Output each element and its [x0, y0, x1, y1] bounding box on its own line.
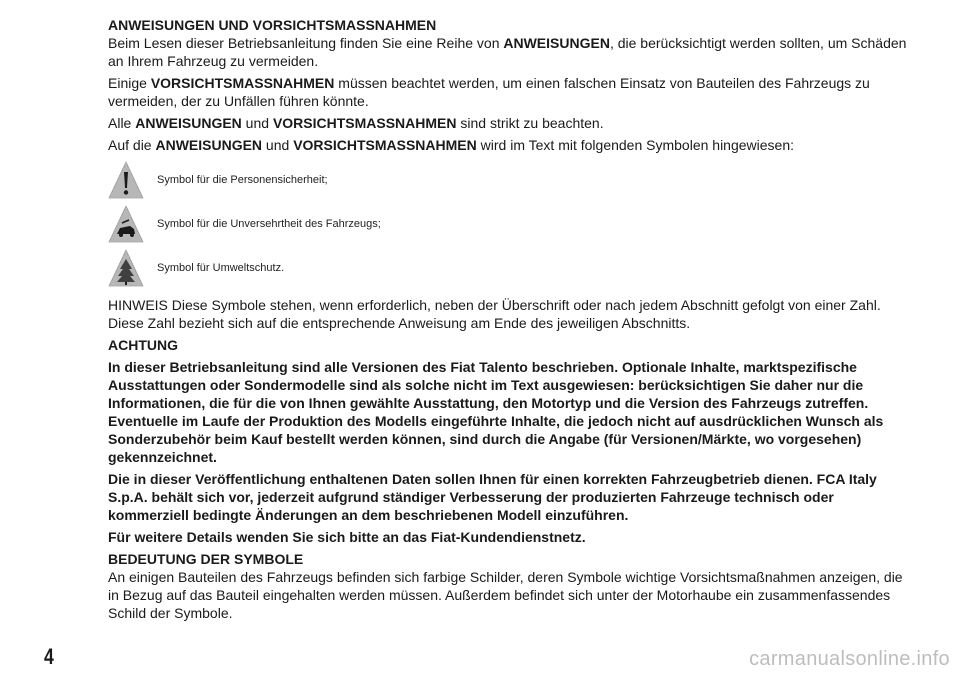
symbol-label: Symbol für die Unversehrtheit des Fahrzeugs; — [157, 218, 381, 230]
paragraph-intro-1: Beim Lesen dieser Betriebsanleitung finden Sie eine Reihe von ANWEISUNGEN, die berücksichtigt werden sollten, um Schäden an Ihrem Fahrzeug zu vermeiden. — [108, 35, 907, 69]
section-heading-anweisungen: ANWEISUNGEN UND VORSICHTSMASSNAHMEN — [108, 17, 437, 33]
symbol-item-personal-safety — [108, 158, 908, 202]
paragraph-achtung-2: Die in dieser Veröffentlichung enthaltenen Daten sollen Ihnen für einen korrekten Fahrzeugbetrieb dienen. FCA Italy S.p.A. behält sich vor, jederzeit aufgrund ständiger Verbesserung der produzierten Fahrzeuge technisch oder kommerziell bedingte Änderungen an dem beschriebenen Modell einzuführen. — [108, 471, 877, 523]
symbol-label: Symbol für Umweltschutz. — [157, 262, 285, 274]
warning-car-icon — [108, 205, 144, 243]
section-heading-bedeutung: BEDEUTUNG DER SYMBOLE — [108, 551, 304, 567]
section-heading-achtung: ACHTUNG — [108, 337, 178, 353]
paragraph-intro-3: Alle ANWEISUNGEN und VORSICHTSMASSNAHMEN sind strikt zu beachten. — [108, 115, 604, 131]
warning-tree-icon — [108, 249, 144, 287]
page-number: 4 — [44, 644, 54, 669]
paragraph-bedeutung-1: An einigen Bauteilen des Fahrzeugs befinden sich farbige Schilder, deren Symbole wichtige Vorsichtsmaßnahmen anzeigen, die in Bezug auf das Bauteil eingehalten werden müssen. Außerdem befindet sich unter der Motorhaube ein zusammenfassendes Schild der Symbole. — [108, 569, 903, 621]
warning-exclamation-icon — [108, 161, 144, 199]
paragraph-intro-2: Einige VORSICHTSMASSNAHMEN müssen beachtet werden, um einen falschen Einsatz von Bauteilen des Fahrzeugs zu vermeiden, der zu Unfällen führen könnte. — [108, 75, 870, 109]
watermark: carmanualsonline.info — [749, 648, 950, 670]
manual-page — [108, 16, 908, 626]
paragraph-intro-4: Auf die ANWEISUNGEN und VORSICHTSMASSNAHMEN wird im Text mit folgenden Symbolen hingewiesen: — [108, 137, 795, 153]
symbol-item-environment — [108, 246, 908, 290]
symbol-item-vehicle-integrity — [108, 202, 908, 246]
section-achtung — [108, 336, 908, 546]
symbol-list — [108, 158, 908, 290]
paragraph-hinweis: HINWEIS Diese Symbole stehen, wenn erforderlich, neben der Überschrift oder nach jedem Abschnitt gefolgt von einer Zahl. Diese Zahl bezieht sich auf die entsprechende Anweisung am Ende des jeweiligen Abschnitts. — [108, 297, 881, 331]
paragraph-achtung-1: In dieser Betriebsanleitung sind alle Versionen des Fiat Talento beschrieben. Optionale Inhalte, marktspezifische Ausstattungen oder Sondermodelle sind als solche nicht im Text ausgewiesen: berücksichtigen Sie daher nur die Informationen, die für die von Ihnen gewählte Ausstattung, den Motortyp und die Version des Fahrzeugs zutreffen. Eventuelle im Laufe der Produktion des Modells eingeführte Inhalte, die jedoch nicht auf ausdrücklichen Wunsch als Sonderzubehör beim Kauf bestellt werden können, sind durch die Angabe (für Versionen/Märkte, wo vorgesehen) gekennzeichnet. — [108, 359, 884, 465]
symbol-label: Symbol für die Personensicherheit; — [157, 174, 328, 186]
paragraph-achtung-3: Für weitere Details wenden Sie sich bitte an das Fiat-Kundendienstnetz. — [108, 529, 586, 545]
